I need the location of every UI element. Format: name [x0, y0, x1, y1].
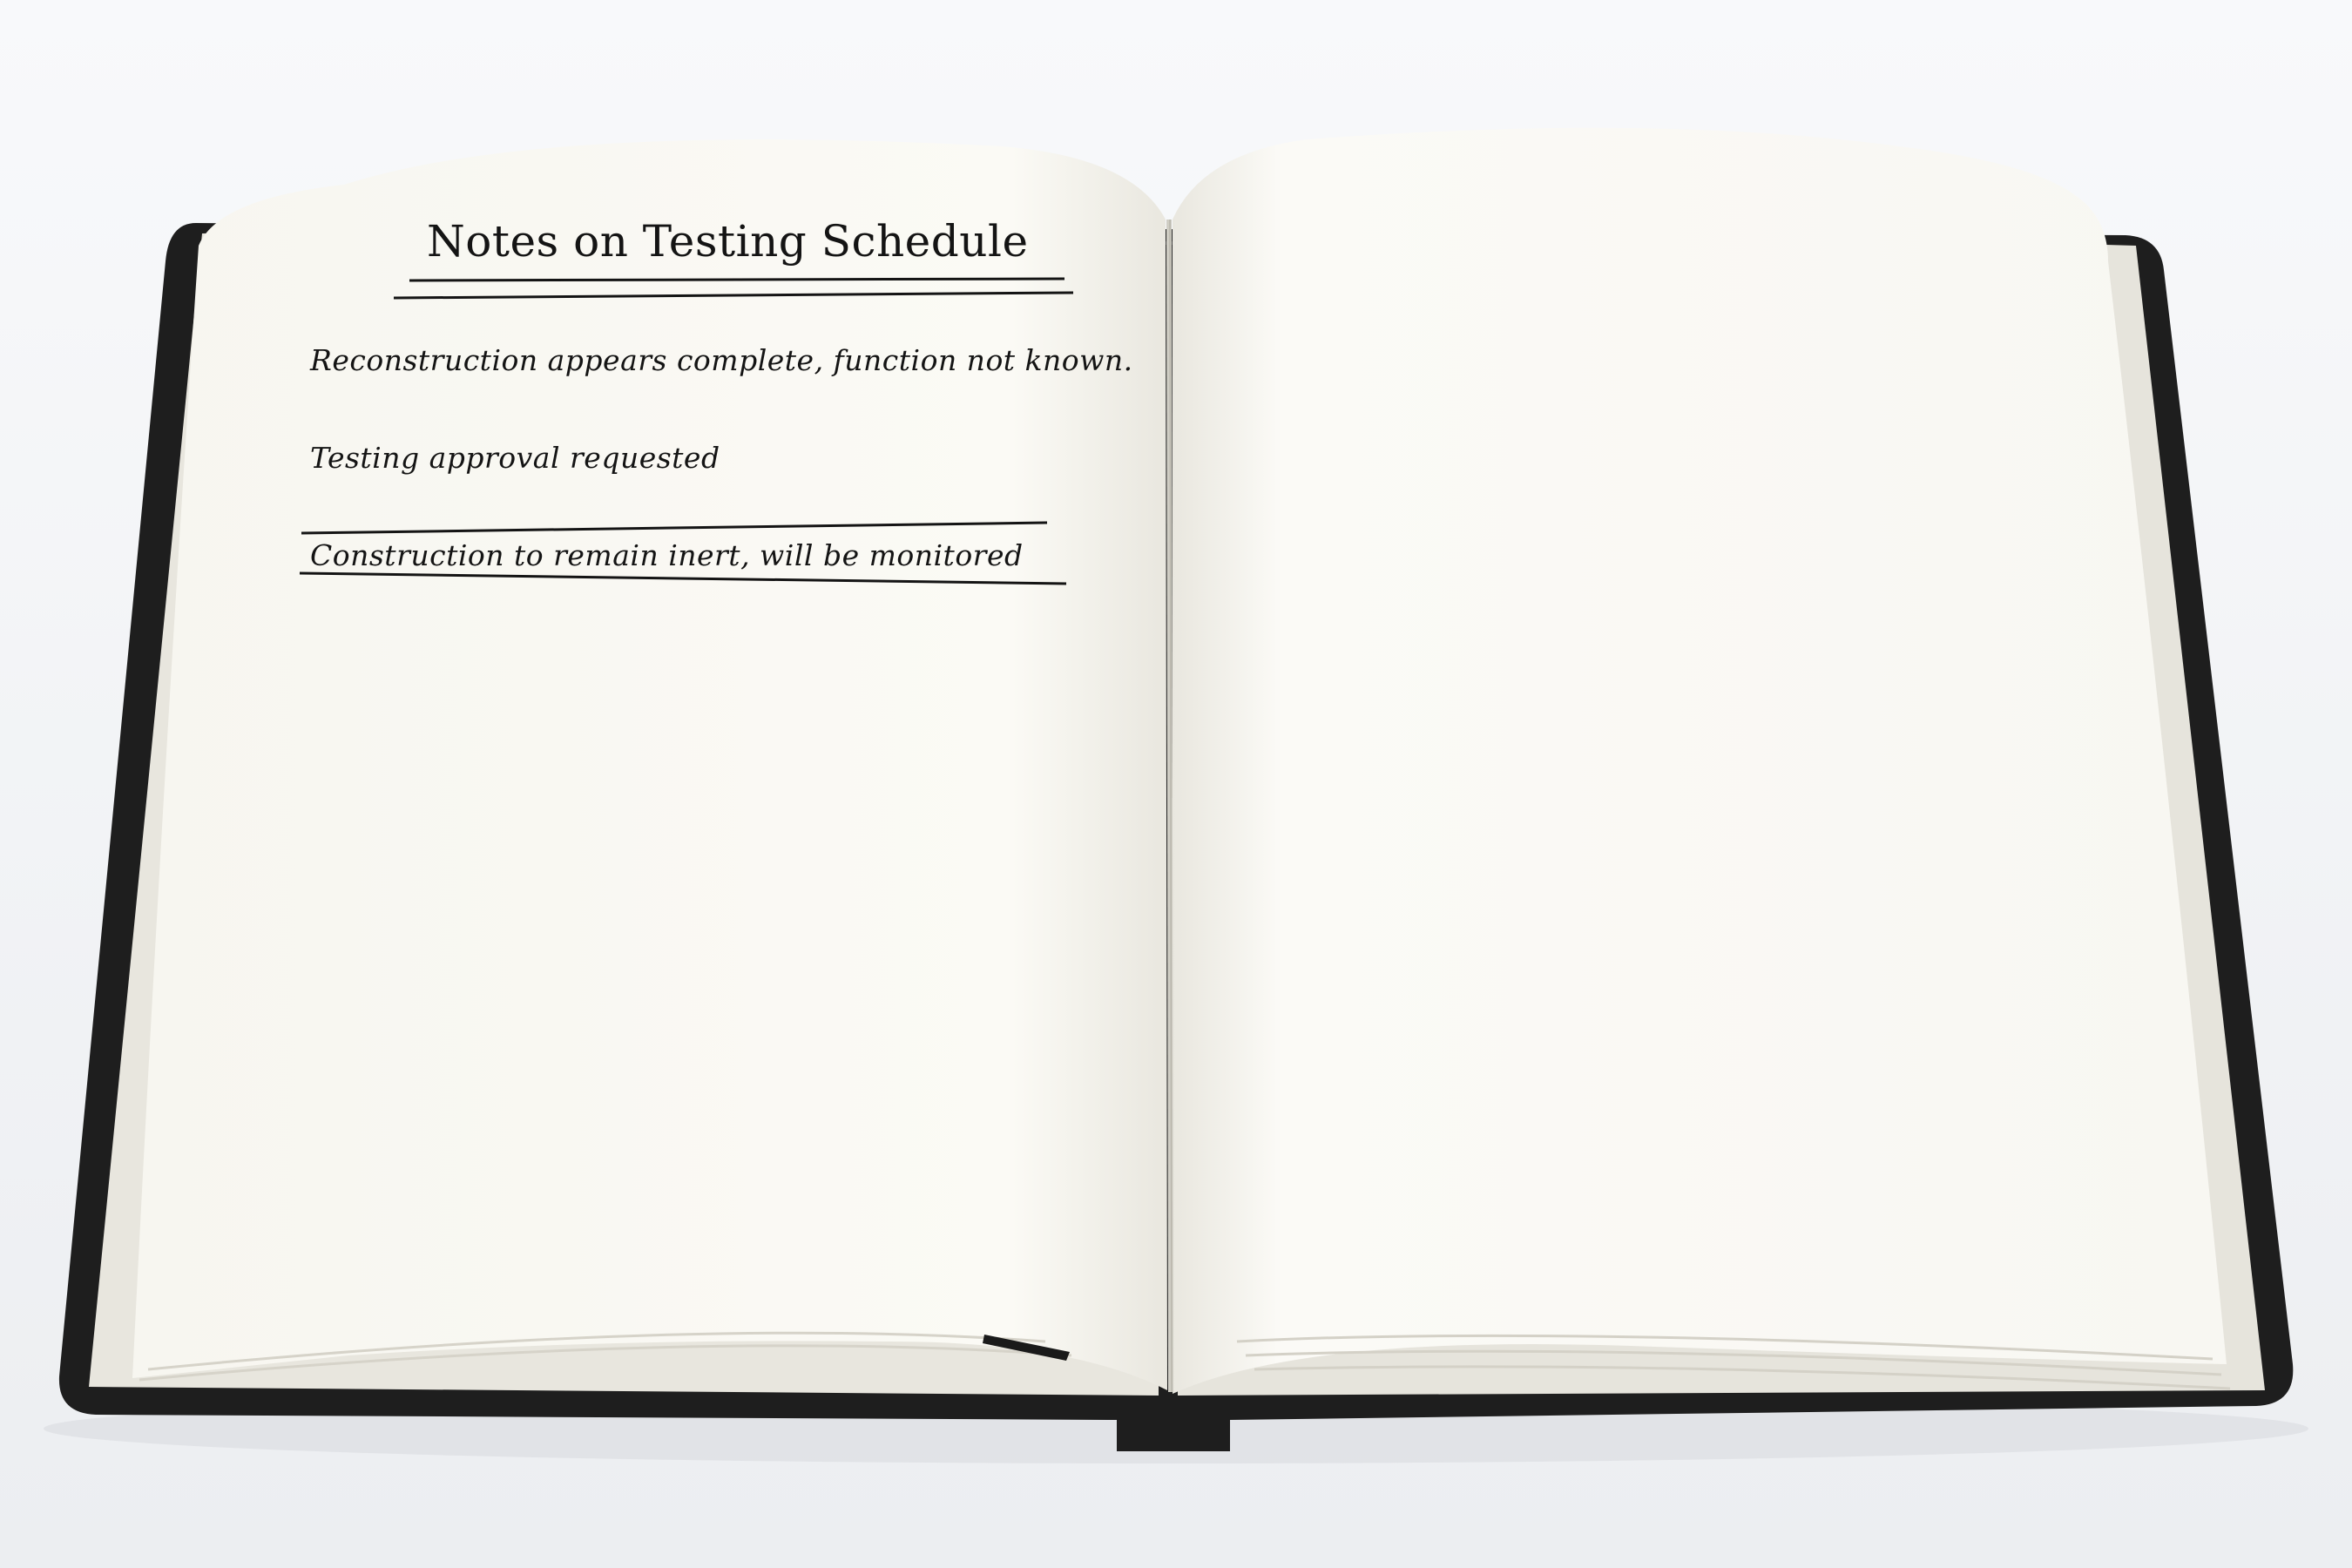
notes-title: Notes on Testing Schedule [427, 216, 1029, 267]
left-page [132, 139, 1167, 1390]
note-line-crossed-out: Construction to remain inert, will be monitored [310, 538, 1024, 572]
right-page [1173, 128, 2227, 1394]
note-line: Testing approval requested [310, 441, 720, 475]
note-line: Reconstruction appears complete, function not known. [310, 343, 1133, 377]
title-underline-upper [409, 279, 1064, 280]
